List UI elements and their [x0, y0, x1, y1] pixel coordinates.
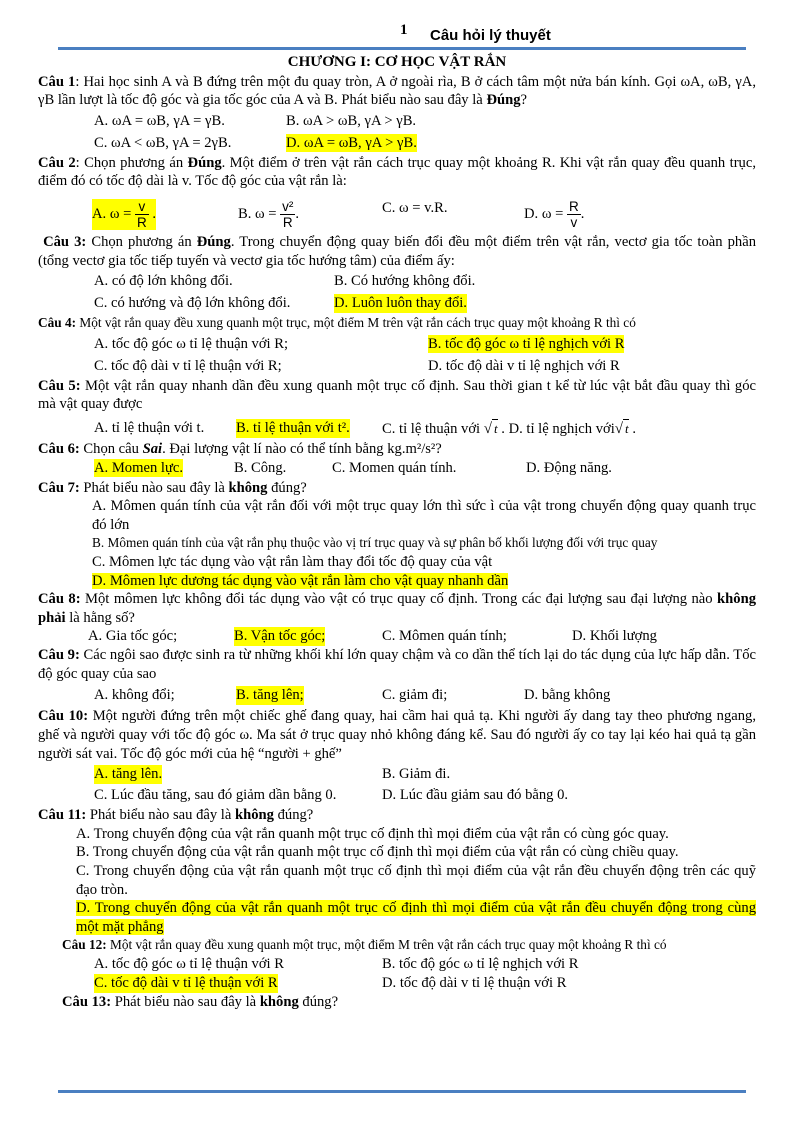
option-c: C. Mômen lực tác dụng vào vật rắn làm thay đổi tốc độ quay của vật	[92, 553, 493, 570]
option-c: C. Trong chuyển động của vật rắn quanh một trục cố định thì mọi điểm của vật rắn đều chuyển động trên các quỹ đạo tròn.	[76, 863, 756, 898]
option-d-answer: D. Mômen lực dương tác dụng vào vật rắn làm cho vật quay nhanh dần	[92, 572, 509, 589]
option-c: C. giảm đi;	[382, 687, 448, 704]
option-b: B. ωA > ωB, γA > γB.	[286, 112, 417, 129]
option-a-answer: A. ω = $\frac{v}{R}$ .	[92, 198, 157, 230]
option-d: D. Động năng.	[526, 459, 612, 476]
option-b: B. ω = $\frac{\text{v²}}{R}$ .	[238, 198, 300, 230]
option-d-answer: D. ωA = ωB, γA > γB.	[286, 134, 417, 151]
question-3: Câu 3: Chọn phương án Đúng. Trong chuyển động quay biến đổi đều một điểm trên vật rắn, vectơ gia tốc toàn phần (tổng vectơ gia tốc tiếp tuyến và vectơ gia tốc hướng tâm) của điểm ấy:	[38, 233, 756, 269]
option-c: C. tốc độ dài v tỉ lệ thuận với R;	[94, 357, 282, 374]
option-b-answer: B. Vận tốc góc;	[234, 628, 326, 645]
question-10-options-row-1	[38, 763, 756, 784]
page-number: 1	[400, 22, 408, 38]
option-a: A. tốc độ góc ω tỉ lệ thuận với R	[94, 956, 284, 972]
footer-rule	[58, 1090, 746, 1093]
question-5: Câu 5: Một vật rắn quay nhanh dần đều xung quanh một trục cố định. Sau thời gian t kể từ lúc vật bắt đầu quay thì góc mà vật quay được	[38, 377, 756, 413]
option-a-answer: A. tăng lên.	[94, 766, 163, 783]
document-body	[38, 50, 756, 1012]
option-d: D. tốc độ dài v tỉ lệ nghịch với R	[428, 357, 620, 374]
question-9-options	[38, 683, 756, 707]
question-13: Câu 13: Phát biểu nào sau đây là không đúng?	[62, 994, 339, 1010]
option-d-answer: D. Trong chuyển động của vật rắn quanh một trục cố định thì mọi điểm của vật rắn đều chuyển động trong cùng một mặt phẳng	[76, 900, 756, 935]
option-c: C. có hướng và độ lớn không đổi.	[94, 295, 291, 312]
option-c: C. Momen quán tính.	[332, 459, 457, 476]
option-a: A. ωA = ωB, γA = γB.	[94, 112, 225, 129]
option-b: B. Giảm đi.	[382, 766, 451, 783]
question-3-options-row-1	[38, 270, 756, 292]
option-c: C. ωA < ωB, γA = 2γB.	[94, 134, 232, 151]
chapter-title: CHƯƠNG I: CƠ HỌC VẬT RẮN	[287, 54, 507, 70]
question-12: Câu 12: Một vật rắn quay đều xung quanh một trục, một điểm M trên vật rắn cách trục quay một khoảng R thì có	[62, 937, 667, 953]
question-4-options-row-2	[38, 355, 756, 377]
option-b-answer: B. tốc độ góc ω tỉ lệ nghịch với R	[428, 335, 625, 352]
option-a: A. Mômen quán tính của vật rắn đối với một trục quay lớn thì sức ì của vật trong chuyển động quay quanh trục đó lớn	[92, 498, 756, 533]
option-b-answer: B. tỉ lệ thuận với t².	[236, 419, 350, 436]
option-c-answer: C. tốc độ dài v tỉ lệ thuận với R	[94, 975, 278, 991]
question-4-options-row-1	[38, 333, 756, 355]
option-a: A. tỉ lệ thuận với t.	[94, 419, 205, 436]
option-c: C. ω = v.R.	[382, 199, 448, 216]
option-a: A. không đổi;	[94, 687, 175, 704]
question-6: Câu 6: Chọn câu Sai. Đại lượng vật lí nào có thể tính bằng kg.m²/s²?	[38, 440, 442, 457]
question-9: Câu 9: Các ngôi sao được sinh ra từ những khối khí lớn quay chậm và co dần thể tích lại do tác dụng của lực hấp dẫn. Tốc độ góc quay của sao	[38, 647, 756, 682]
option-b: B. Trong chuyển động của vật rắn quanh một trục cố định thì mọi điểm của vật rắn có cùng chiều quay.	[76, 844, 679, 861]
question-10: Câu 10: Một người đứng trên một chiếc ghế đang quay, hai cầm hai quả tạ. Khi người ấy dang tay theo phương ngang, ghế và người quay với tốc độ góc ω. Ma sát ở trục quay nhỏ không đáng kể. Sau đó người ấy co tay lại kéo hai quả tạ gần người sát vai. Tốc độ góc mới của hệ “người + ghế”	[38, 708, 756, 762]
question-3-options-row-2	[38, 292, 756, 314]
question-1: Câu 1: Hai học sinh A và B đứng trên một đu quay tròn, A ở ngoài rìa, B ở cách tâm một nửa bán kính. Gọi ωA, ωB, γA, γB lần lượt là tốc độ góc và gia tốc góc của A và B. Phát biểu nào sau đây là Đúng?	[38, 73, 756, 109]
option-c-and-d: C. tỉ lệ thuận với √ t . D. tỉ lệ nghịch với√ t .	[382, 420, 636, 437]
page-header-title: Câu hỏi lý thuyết	[430, 27, 551, 44]
question-10-options-row-2	[38, 784, 756, 805]
question-8: Câu 8: Một mômen lực không đổi tác dụng vào vật có trục quay cố định. Trong các đại lượng sau đại lượng nào không phải là hằng số?	[38, 591, 756, 626]
option-a: A. tốc độ góc ω tỉ lệ thuận với R;	[94, 335, 289, 352]
question-12-options-row-2	[38, 974, 756, 993]
question-7: Câu 7: Phát biểu nào sau đây là không đúng?	[38, 479, 307, 496]
option-b: B. Mômen quán tính của vật rắn phụ thuộc vào vị trí trục quay và sự phân bố khối lượng đối với trục quay	[92, 535, 658, 551]
option-c: C. Lúc đầu tăng, sau đó giảm dần bằng 0.	[94, 787, 337, 804]
option-d: D. bằng không	[524, 687, 611, 704]
option-a: A. Gia tốc góc;	[88, 628, 178, 645]
option-d: D. Khối lượng	[572, 628, 657, 645]
option-d: D. Lúc đầu giảm sau đó bằng 0.	[382, 787, 569, 804]
option-c: C. Mômen quán tính;	[382, 628, 507, 645]
option-d-answer: D. Luôn luôn thay đổi.	[334, 295, 467, 312]
option-a: A. có độ lớn không đổi.	[94, 273, 233, 290]
option-a-answer: A. Momen lực.	[94, 459, 183, 476]
question-12-options-row-1	[38, 955, 756, 974]
option-b: B. Có hướng không đổi.	[334, 273, 476, 290]
question-6-options	[38, 459, 756, 479]
question-4: Câu 4: Một vật rắn quay đều xung quanh một trục, một điểm M trên vật rắn cách trục quay một khoảng R thì có	[38, 315, 636, 331]
question-2-options	[38, 191, 756, 233]
option-d: D. ω = $\frac{R}{v}$ .	[524, 198, 585, 230]
option-d: D. tốc độ dài v tỉ lệ thuận với R	[382, 975, 567, 991]
question-11: Câu 11: Phát biểu nào sau đây là không đúng?	[38, 807, 314, 824]
question-1-options-row-1	[38, 110, 756, 132]
question-8-options	[38, 627, 756, 646]
question-1-options-row-2	[38, 132, 756, 154]
question-2: Câu 2: Chọn phương án Đúng. Một điểm ở trên vật rắn cách trục quay một khoảng R. Khi vật rắn quay đều quanh trục, điểm đó có tốc độ dài là v. Tốc độ góc của vật rắn là:	[38, 154, 756, 190]
option-a: A. Trong chuyển động của vật rắn quanh một trục cố định thì mọi điểm của vật rắn có cùng góc quay.	[76, 825, 669, 842]
option-b: B. tốc độ góc ω tỉ lệ nghịch với R	[382, 956, 579, 972]
option-b: B. Công.	[234, 459, 287, 476]
option-b-answer: B. tăng lên;	[236, 687, 304, 704]
question-5-options	[38, 414, 756, 440]
